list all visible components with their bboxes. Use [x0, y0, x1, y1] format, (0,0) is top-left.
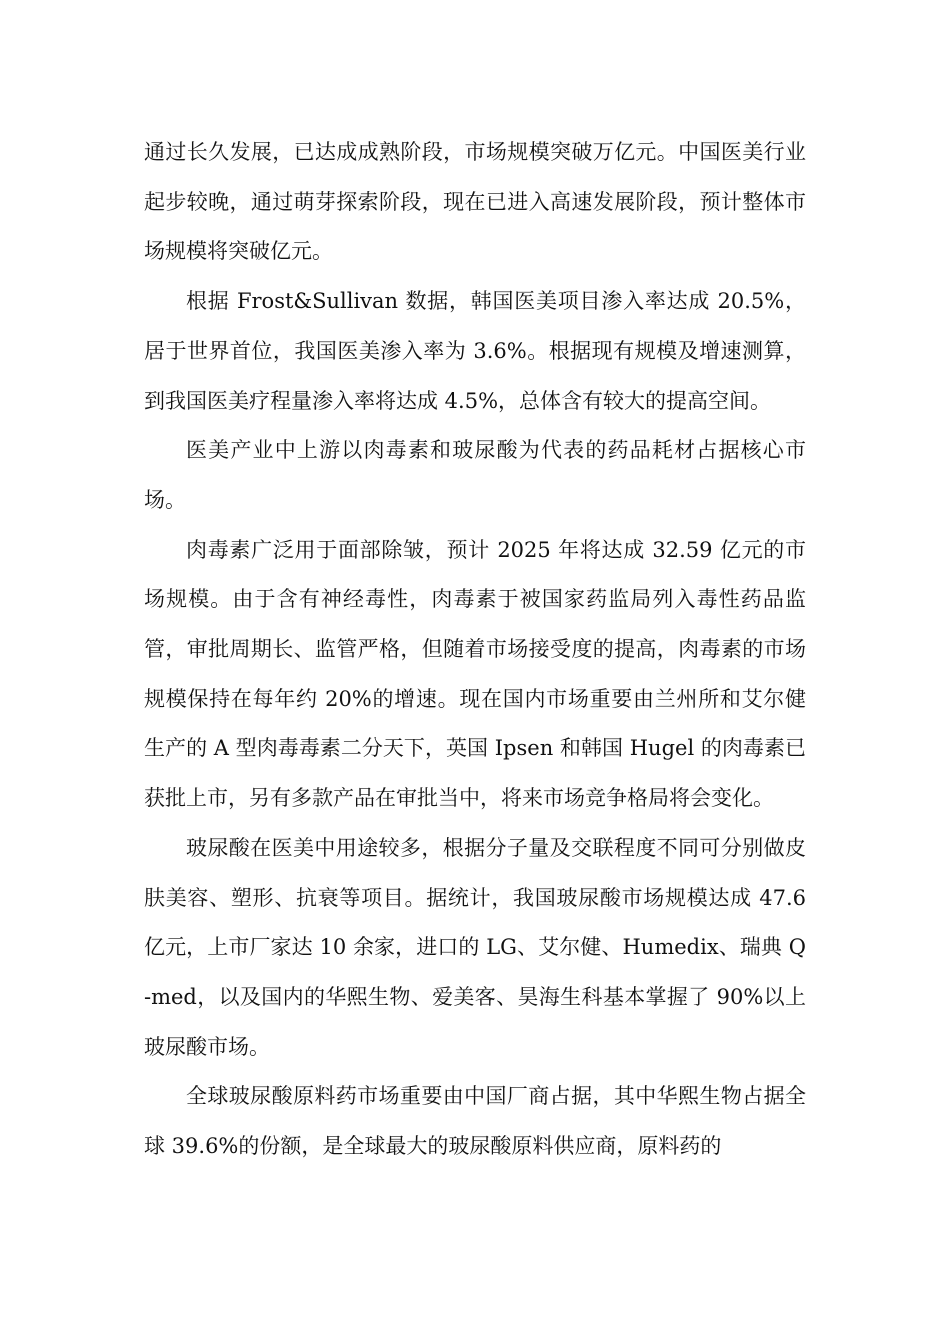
paragraph-hyaluronic-acid: 玻尿酸在医美中用途较多，根据分子量及交联程度不同可分别做皮肤美容、塑形、抗衰等项目。据统计，我国玻尿酸市场规模达成 47.6 亿元，上市厂家达 10 余家，进口的 LG、艾尔健、Humedix、瑞典 Q-med，以及国内的华熙生物、爱美客、昊海生科基本掌握了 90%以上玻尿酸市场。: [144, 835, 806, 1059]
paragraph-raw-material-market: 全球玻尿酸原料药市场重要由中国厂商占据，其中华熙生物占据全球 39.6%的份额，是全球最大的玻尿酸原料供应商，原料药的: [144, 1084, 806, 1159]
paragraph-market-overview: 通过长久发展，已达成成熟阶段，市场规模突破万亿元。中国医美行业起步较晚，通过萌芽探索阶段，现在已进入高速发展阶段，预计整体市场规模将突破亿元。: [144, 140, 806, 264]
paragraph-penetration-rate: 根据 Frost&Sullivan 数据，韩国医美项目渗入率达成 20.5%，居于世界首位，我国医美渗入率为 3.6%。根据现有规模及增速测算，到我国医美疗程量渗入率将达成 4.5%，总体含有较大的提高空间。: [144, 289, 806, 413]
document-body: [144, 128, 806, 1172]
paragraph-botulinum-toxin: 肉毒素广泛用于面部除皱，预计 2025 年将达成 32.59 亿元的市场规模。由于含有神经毒性，肉毒素于被国家药监局列入毒性药品监管，审批周期长、监管严格，但随着市场接受度的提高，肉毒素的市场规模保持在每年约 20%的增速。现在国内市场重要由兰州所和艾尔健生产的 A 型肉毒毒素二分天下，英国 Ipsen 和韩国 Hugel 的肉毒素已获批上市，另有多款产品在审批当中，将来市场竞争格局将会变化。: [144, 537, 806, 811]
paragraph-upstream-market: 医美产业中上游以肉毒素和玻尿酸为代表的药品耗材占据核心市场。: [144, 438, 806, 512]
